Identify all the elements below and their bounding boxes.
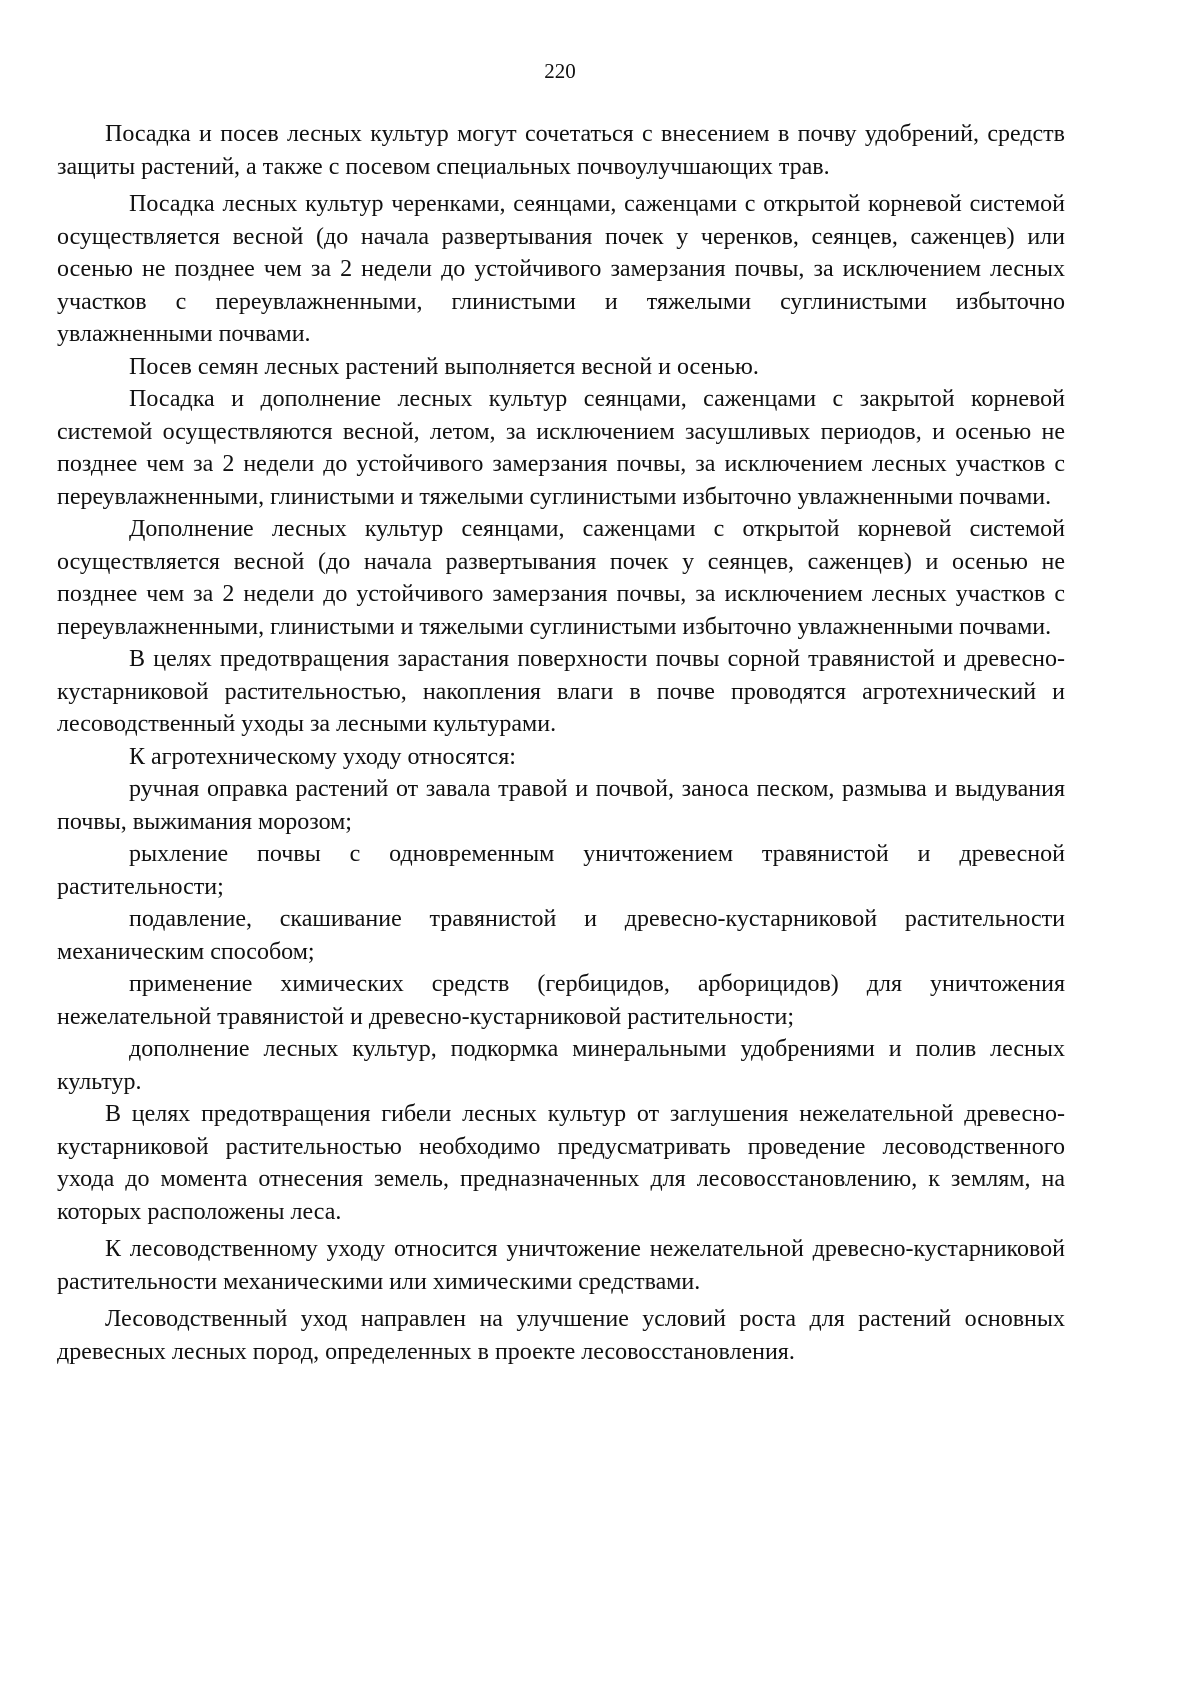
paragraph: Лесоводственный уход направлен на улучшение условий роста для растений основных древесных лесных пород, определенных в проекте лесовосстановления.: [57, 1306, 1065, 1365]
list-item: ручная оправка растений от завала травой и почвой, заноса песком, размыва и выдувания почвы, выжимания морозом;: [57, 776, 1065, 835]
paragraph: Посадка и посев лесных культур могут сочетаться с внесением в почву удобрений, средств защиты растений, а также с посевом специальных почвоулучшающих трав.: [57, 121, 1065, 180]
list-item: подавление, скашивание травянистой и древесно-кустарниковой растительности механическим способом;: [57, 906, 1065, 965]
document-body: [57, 118, 1065, 1368]
page-number: 220: [544, 59, 576, 83]
list-item: рыхление почвы с одновременным уничтожением травянистой и древесной растительности;: [57, 841, 1065, 900]
paragraph: В целях предотвращения зарастания поверхности почвы сорной травянистой и древесно-кустарниковой растительностью, накопления влаги в почве проводятся агротехнический и лесоводственный уходы за лесными культурами.: [57, 646, 1065, 737]
list-item: применение химических средств (гербицидов, арборицидов) для уничтожения нежелательной травянистой и древесно-кустарниковой растительности;: [57, 971, 1065, 1030]
paragraph: К агротехническому уходу относятся:: [129, 743, 516, 770]
paragraph: Дополнение лесных культур сеянцами, саженцами с открытой корневой системой осуществляется весной (до начала развертывания почек у сеянцев, саженцев) и осенью не позднее чем за 2 недели до устойчивого замерзания почвы, за исключением лесных участков с переувлажненными, глинистыми и тяжелыми суглинистыми избыточно увлажненными почвами.: [57, 516, 1065, 640]
paragraph: Посев семян лесных растений выполняется весной и осенью.: [129, 353, 759, 380]
paragraph: В целях предотвращения гибели лесных культур от заглушения нежелательной древесно-кустарниковой растительностью необходимо предусматривать проведение лесоводственного ухода до момента отнесения земель, предназначенных для лесовосстановлению, к землям, на которых расположены леса.: [57, 1101, 1065, 1225]
paragraph: Посадка лесных культур черенками, сеянцами, саженцами с открытой корневой системой осуществляется весной (до начала развертывания почек у черенков, сеянцев, саженцев) или осенью не позднее чем за 2 недели до устойчивого замерзания почвы, за исключением лесных участков с переувлажненными, глинистыми и тяжелыми суглинистыми избыточно увлажненными почвами.: [57, 191, 1065, 347]
list-item: дополнение лесных культур, подкормка минеральными удобрениями и полив лесных культур.: [57, 1036, 1065, 1095]
paragraph: Посадка и дополнение лесных культур сеянцами, саженцами с закрытой корневой системой осуществляются весной, летом, за исключением засушливых периодов, и осенью не позднее чем за 2 недели до устойчивого замерзания почвы, за исключением лесных участков с переувлажненными, глинистыми и тяжелыми суглинистыми избыточно увлажненными почвами.: [57, 386, 1065, 510]
paragraph: К лесоводственному уходу относится уничтожение нежелательной древесно-кустарниковой растительности механическими или химическими средствами.: [57, 1236, 1065, 1295]
